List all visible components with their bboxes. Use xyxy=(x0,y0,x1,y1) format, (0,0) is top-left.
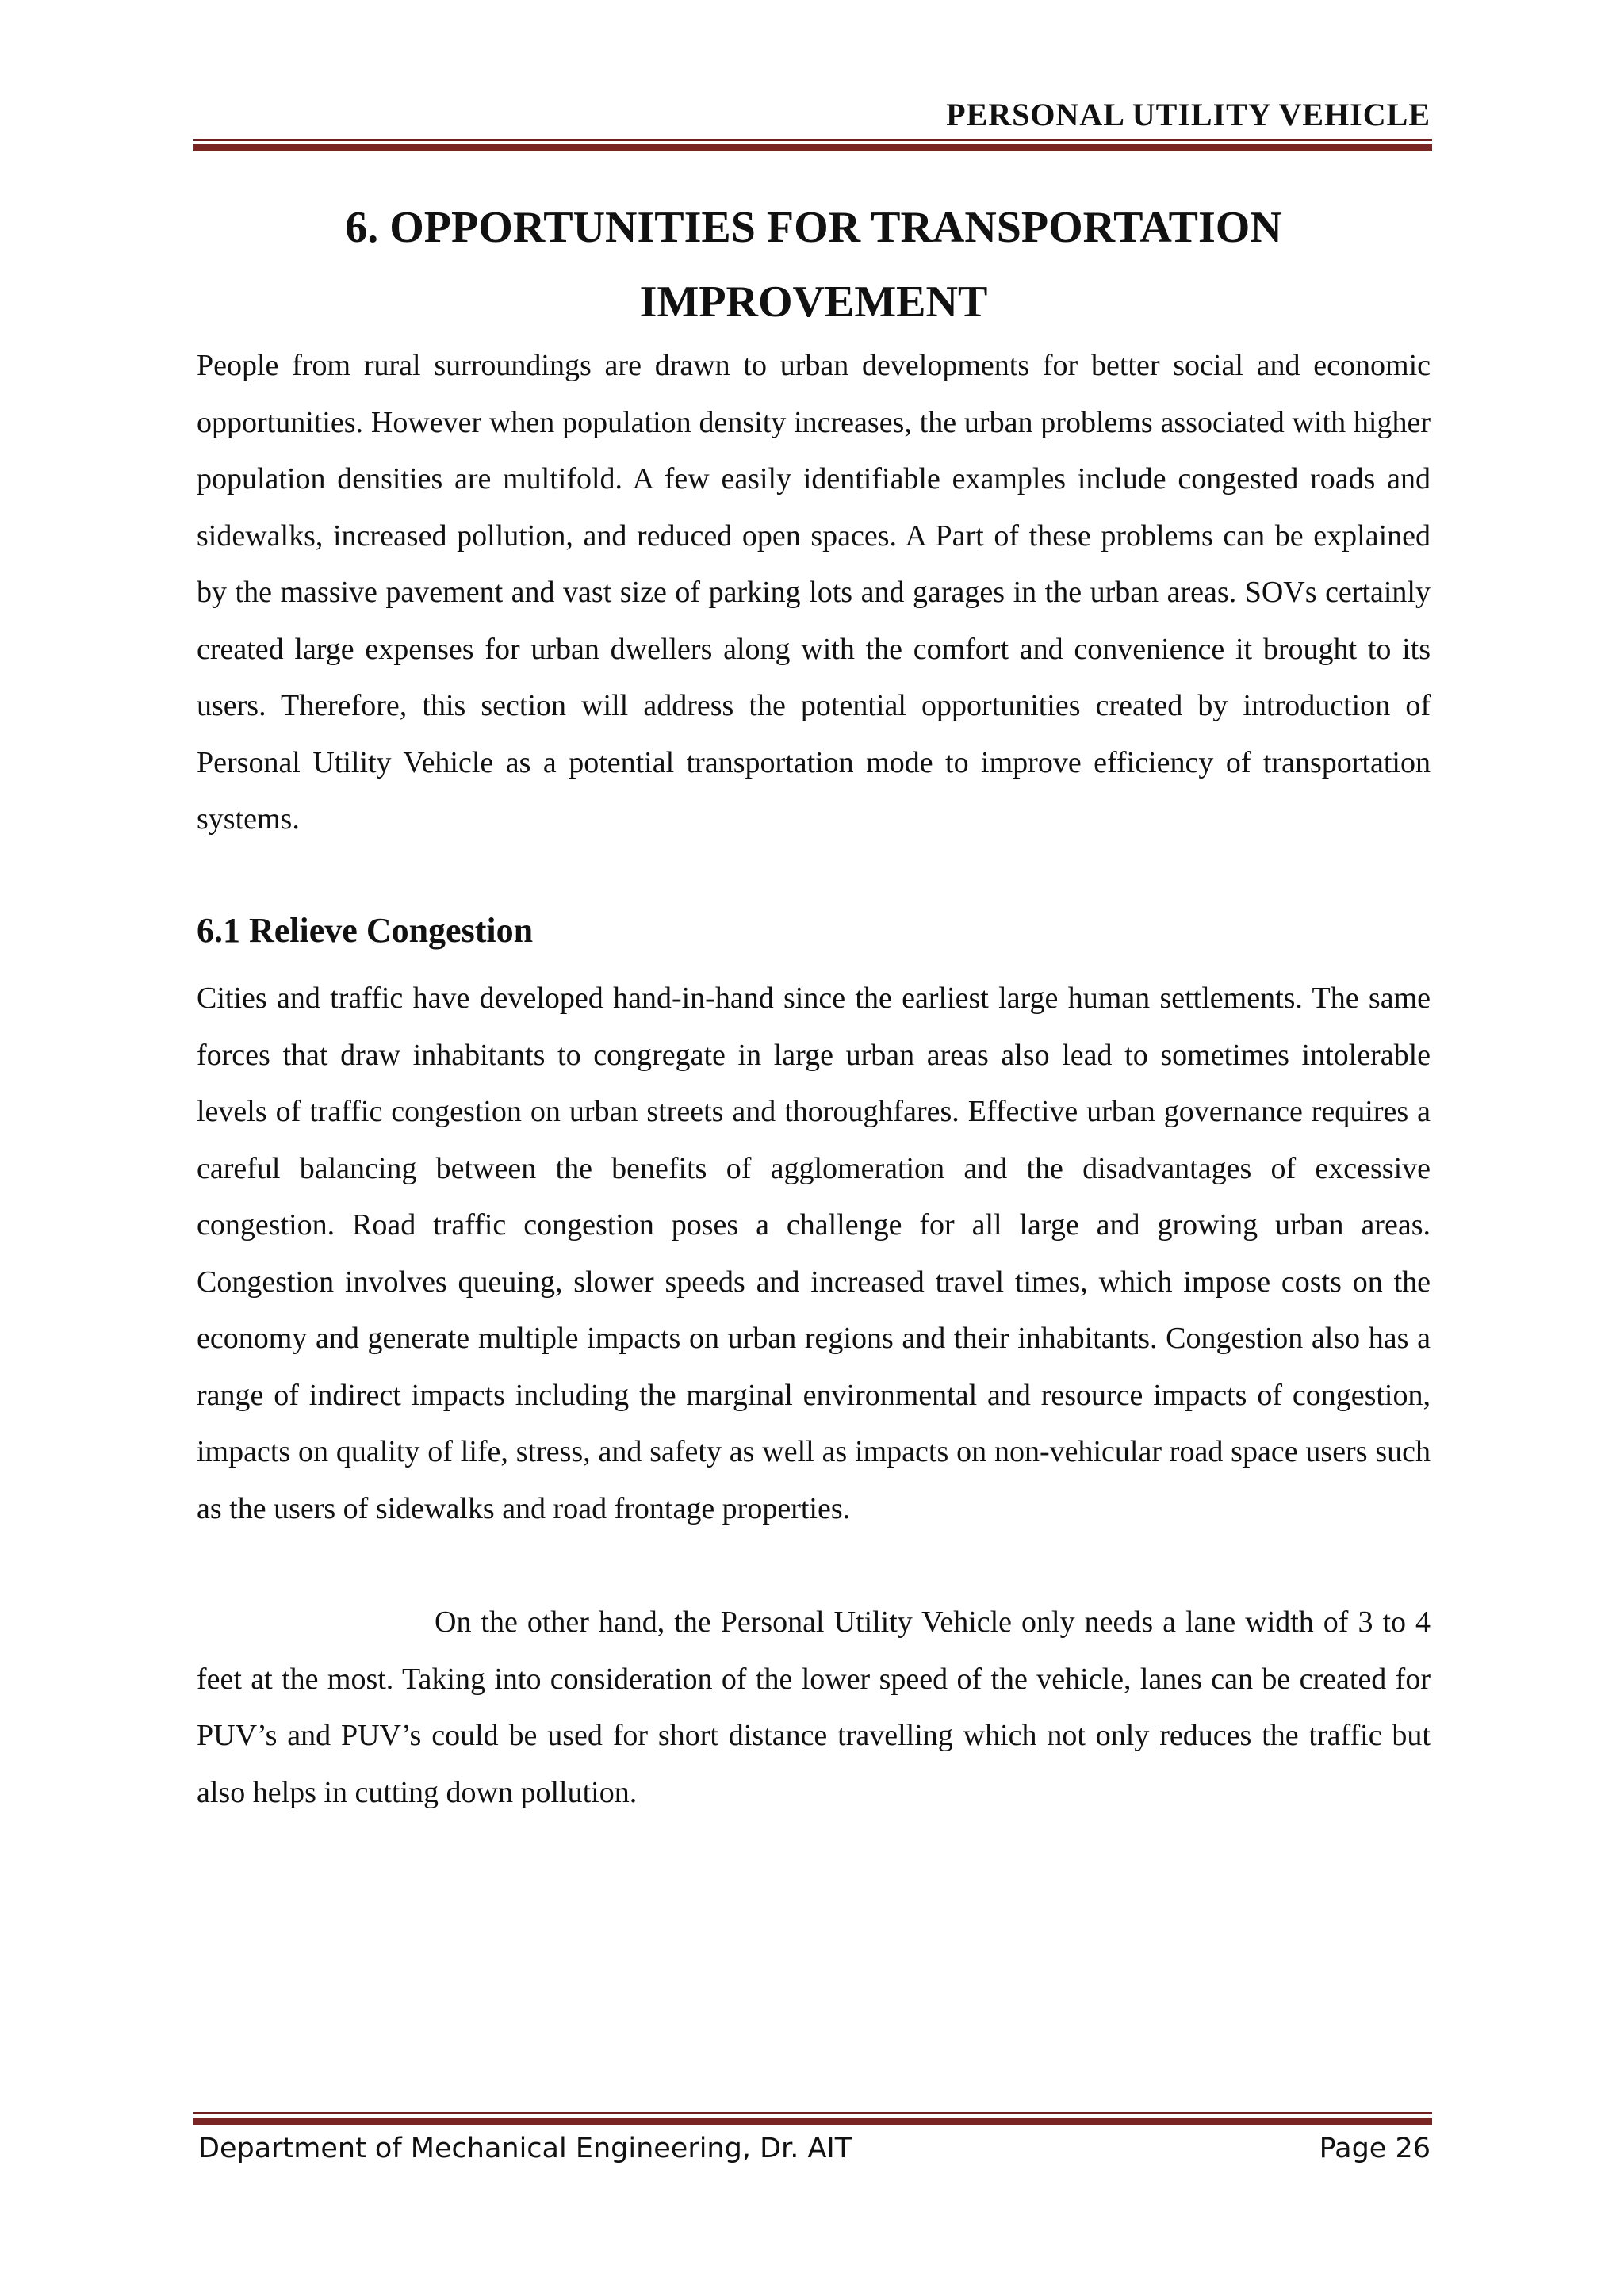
intro-paragraph: People from rural surroundings are drawn to urban developments for better social and economic opportunities. However when population density increases, the urban problems associated with higher population densities are multifold. A few easily identifiable examples include congested roads and sidewalks, increased pollution, and reduced open spaces. A Part of these problems can be explained by the massive pavement and vast size of parking lots and garages in the urban areas. SOVs certainly created large expenses for urban dwellers along with the comfort and convenience it brought to its users. Therefore, this section will address the potential opportunities created by introduction of Personal Utility Vehicle as a potential transportation mode to improve efficiency of transportation systems. xyxy=(197,349,1431,836)
chapter-title xyxy=(197,190,1431,339)
section-heading: 6.1 Relieve Congestion xyxy=(197,911,534,950)
header-rule xyxy=(193,139,1432,151)
chapter-title-line1: 6. OPPORTUNITIES FOR TRANSPORTATION xyxy=(345,203,1282,252)
congestion-paragraph: Cities and traffic have developed hand-in-hand since the earliest large human settlements. The same forces that draw inhabitants to congregate in large urban areas also lead to sometimes intolerable levels of traffic congestion on urban streets and thoroughfares. Effective urban governance requires a careful balancing between the benefits of agglomeration and the disadvantages of excessive congestion. Road traffic congestion poses a challenge for all large and growing urban areas. Congestion involves queuing, slower speeds and increased travel times, which impose costs on the economy and generate multiple impacts on urban regions and their inhabitants. Congestion also has a range of indirect impacts including the marginal environmental and resource impacts of congestion, impacts on quality of life, stress, and safety as well as impacts on non-vehicular road space users such as the users of sidewalks and road frontage properties. xyxy=(197,982,1431,1525)
chapter-title-line2: IMPROVEMENT xyxy=(639,277,988,327)
footer-department: Department of Mechanical Engineering, Dr. AIT xyxy=(198,2133,852,2164)
running-header: PERSONAL UTILITY VEHICLE xyxy=(946,97,1431,132)
footer-rule xyxy=(193,2112,1432,2125)
puv-paragraph: On the other hand, the Personal Utility Vehicle only needs a lane width of 3 to 4 feet at the most. Taking into consideration of the lower speed of the vehicle, lanes can be created for PUV’s and PUV’s could be used for short distance travelling which not only reduces the traffic but also helps in cutting down pollution. xyxy=(197,1605,1431,1809)
footer-page-number: Page 26 xyxy=(1319,2133,1431,2164)
